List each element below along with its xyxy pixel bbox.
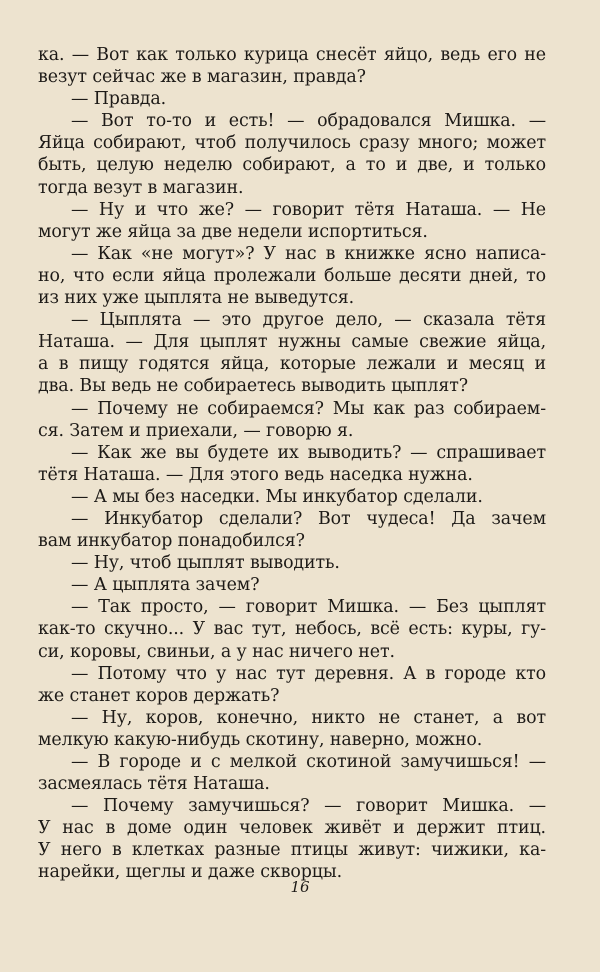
text-line: — Ну и что же? — говорит тётя Наташа. — Не bbox=[71, 199, 546, 220]
text-line: — Вот то-то и есть! — обрадовался Мишка. — bbox=[71, 111, 546, 132]
text-line: — Инкубатор сделали? Вот чудеса! Да зачем bbox=[71, 508, 546, 529]
text-line: а в пищу годятся яйца, которые лежали и месяц и bbox=[38, 354, 546, 375]
body-text bbox=[38, 44, 546, 884]
text-line: — Ну, коров, конечно, никто не станет, а вот bbox=[71, 707, 546, 728]
text-line: — Почему замучишься? — говорит Мишка. — bbox=[71, 796, 546, 817]
text-line: тогда везут в магазин. bbox=[38, 177, 244, 198]
text-line: Яйца собирают, чтоб получилось сразу много; может bbox=[38, 133, 546, 154]
text-line: — Как «не могут»? У нас в книжке ясно написа- bbox=[71, 243, 546, 264]
text-line: У него в клетках разные птицы живут: чижики, ка- bbox=[38, 840, 546, 861]
text-line: — Потому что у нас тут деревня. А в городе кто bbox=[71, 663, 546, 684]
text-line: У нас в доме один человек живёт и держит птиц. bbox=[38, 818, 546, 839]
text-line: два. Вы ведь не собираетесь выводить цыплят? bbox=[38, 376, 468, 397]
text-line: — Так просто, — говорит Мишка. — Без цыплят bbox=[71, 597, 546, 618]
text-line: — А цыплята зачем? bbox=[71, 575, 260, 596]
text-line: засмеялась тётя Наташа. bbox=[38, 774, 270, 795]
text-line: — Почему не собираемся? Мы как раз собираем- bbox=[71, 398, 546, 419]
text-line: — Цыплята — это другое дело, — сказала тётя bbox=[71, 310, 546, 331]
text-line: тётя Наташа. — Для этого ведь наседка нужна. bbox=[38, 464, 473, 485]
text-line: мелкую какую-нибудь скотину, наверно, можно. bbox=[38, 729, 483, 750]
text-line: — В городе и с мелкой скотиной замучишься! — bbox=[71, 752, 546, 772]
text-line: везут сейчас же в магазин, правда? bbox=[38, 67, 366, 88]
text-line: — Правда. bbox=[71, 89, 167, 110]
text-line: из них уже цыплята не выведутся. bbox=[38, 288, 355, 309]
text-line: же станет коров держать? bbox=[38, 685, 280, 706]
text-line: могут же яйца за две недели испортиться. bbox=[38, 221, 428, 242]
text-line: вам инкубатор понадобился? bbox=[38, 531, 305, 552]
text-line: Наташа. — Для цыплят нужны самые свежие яйца, bbox=[38, 332, 546, 353]
text-line: но, что если яйца пролежали больше десяти дней, то bbox=[38, 265, 546, 286]
text-line: ка. — Вот как только курица снесёт яйцо, ведь его не bbox=[38, 45, 546, 65]
text-line: ся. Затем и приехали, — говорю я. bbox=[38, 420, 354, 441]
text-line: быть, целую неделю собирают, а то и две, и только bbox=[38, 155, 546, 176]
text-line: — А мы без наседки. Мы инкубатор сделали. bbox=[71, 486, 483, 507]
text-line: си, коровы, свиньи, а у нас ничего нет. bbox=[38, 641, 395, 662]
text-line: нарейки, щеглы и даже скворцы. bbox=[38, 862, 343, 883]
page-number: 16 bbox=[290, 878, 310, 896]
text-line: — Как же вы будете их выводить? — спрашивает bbox=[71, 442, 546, 463]
text-line: — Ну, чтоб цыплят выводить. bbox=[71, 553, 340, 574]
text-line: как-то скучно... У вас тут, небось, всё есть: куры, гу- bbox=[38, 619, 546, 640]
